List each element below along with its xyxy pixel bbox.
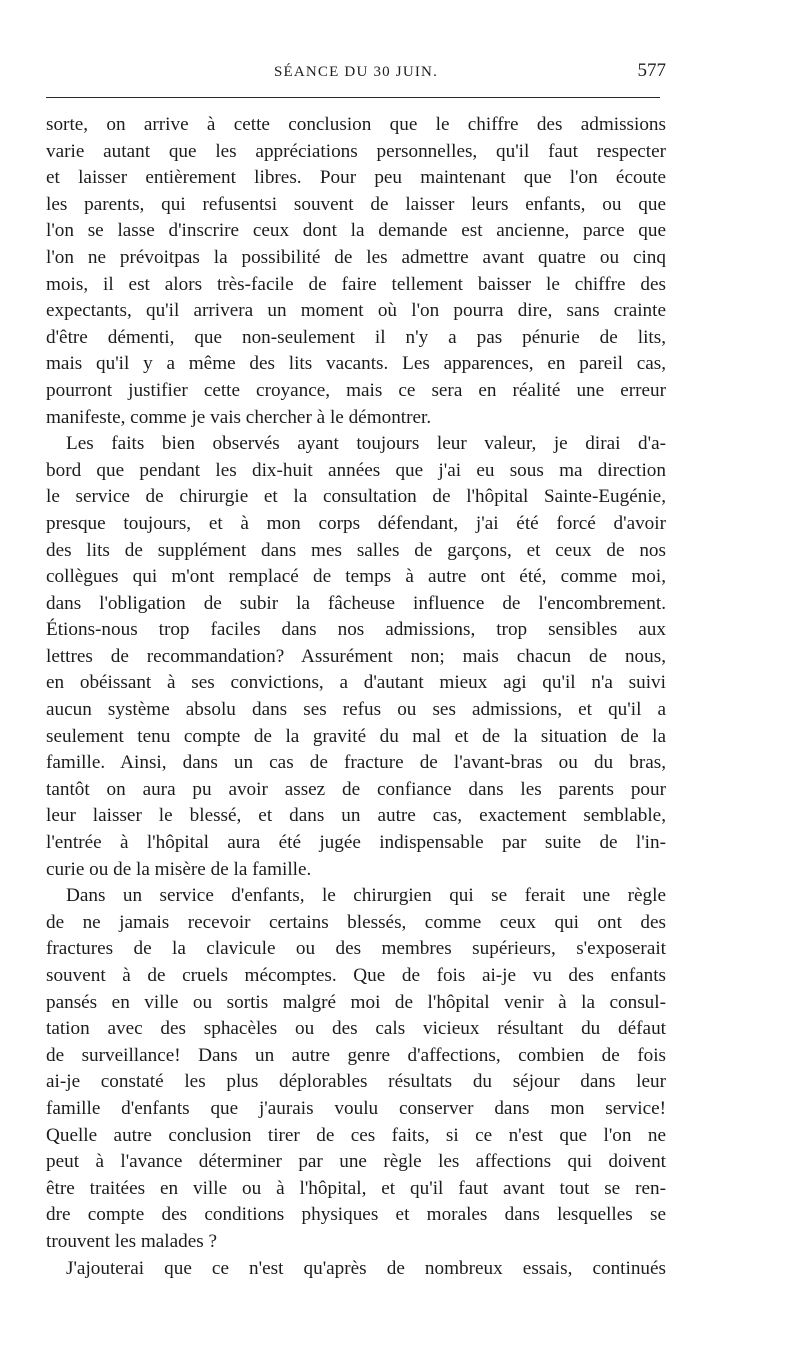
text-line: mois, il est alors très-facile de faire tellement baisser le chiffre des [46,273,666,295]
text-line: Étions-nous trop faciles dans nos admissions, trop sensibles aux [46,619,666,641]
running-title: SÉANCE DU 30 JUIN. [273,64,439,80]
text-line: Quelle autre conclusion tirer de ces faits, si ce n'est que l'on ne [46,1124,666,1146]
text-line: pansés en ville ou sortis malgré moi de l'hôpital venir à la consul- [46,991,666,1013]
text-line: les parents, qui refusentsi souvent de laisser leurs enfants, ou que [46,193,666,215]
text-line: Les faits bien observés ayant toujours leur valeur, je dirai d'a- [66,433,666,455]
text-line: tation avec des sphacèles ou des cals vicieux résultant du défaut [46,1018,666,1040]
text-line: lettres de recommandation? Assurément non; mais chacun de nous, [46,645,666,667]
text-line: famille. Ainsi, dans un cas de fracture de l'avant-bras ou du bras, [46,752,666,774]
text-line: bord que pendant les dix-huit années que j'ai eu sous ma direction [46,459,666,481]
text-line: de surveillance! Dans un autre genre d'affections, combien de fois [46,1044,666,1066]
text-line: presque toujours, et à mon corps défendant, j'ai été forcé d'avoir [46,512,666,534]
text-line: de ne jamais recevoir certains blessés, comme ceux qui ont des [46,911,666,933]
text-line: sorte, on arrive à cette conclusion que le chiffre des admissions [46,114,666,135]
text-line: Dans un service d'enfants, le chirurgien qui se ferait une règle [66,885,666,907]
text-line: leur laisser le blessé, et dans un autre cas, exactement semblable, [46,805,666,827]
paragraph [46,1256,666,1283]
text-line: manifeste, comme je vais chercher à le démontrer. [46,406,432,428]
text-line: souvent à de cruels mécomptes. Que de fois ai-je vu des enfants [46,965,666,986]
text-line: d'être démenti, que non-seulement il n'y a pas pénurie de lits, [46,326,666,348]
text-line: collègues qui m'ont remplacé de temps à autre ont été, comme moi, [46,566,666,588]
text-line: l'entrée à l'hôpital aura été jugée indispensable par suite de l'in- [46,832,666,854]
text-line: trouvent les malades ? [46,1230,218,1252]
text-line: en obéissant à ses convictions, a d'autant mieux agi qu'il n'a suivi [46,672,666,694]
text-line: peut à l'avance déterminer par une règle les affections qui doivent [46,1151,666,1173]
paragraph [46,112,666,431]
paragraph [46,883,666,1255]
text-line: dre compte des conditions physiques et morales dans lesquelles se [46,1204,666,1226]
running-head [46,58,666,88]
text-line: dans l'obligation de subir la fâcheuse influence de l'encombrement. [46,592,666,614]
text-line: varie autant que les appréciations personnelles, qu'il faut respecter [46,140,666,162]
text-line: des lits de supplément dans mes salles de garçons, et ceux de nos [46,539,666,561]
paragraph [46,431,666,883]
text-line: seulement tenu compte de la gravité du mal et de la situation de la [46,725,666,747]
text-line: ai-je constaté les plus déplorables résultats du séjour dans leur [46,1071,666,1093]
body-text [46,112,666,1282]
text-line: tantôt on aura pu avoir assez de confiance dans les parents pour [46,778,666,800]
text-line: J'ajouterai que ce n'est qu'après de nombreux essais, continués [66,1257,666,1279]
text-line: curie ou de la misère de la famille. [46,858,312,880]
text-line: l'on ne prévoitpas la possibilité de les admettre avant quatre ou cinq [46,246,666,268]
page-number: 577 [637,60,666,81]
text-line: aucun système absolu dans ses refus ou ses admissions, et qu'il a [46,699,666,721]
text-line: expectants, qu'il arrivera un moment où l'on pourra dire, sans crainte [46,300,666,322]
text-line: mais qu'il y a même des lits vacants. Les apparences, en pareil cas, [46,353,666,375]
text-line: être traitées en ville ou à l'hôpital, et qu'il faut avant tout se ren- [46,1177,666,1199]
text-line: pourront justifier cette croyance, mais ce sera en réalité une erreur [46,379,666,401]
text-line: le service de chirurgie et la consultation de l'hôpital Sainte-Eugénie, [46,486,666,508]
text-line: famille d'enfants que j'aurais voulu conserver dans mon service! [46,1097,666,1119]
text-line: et laisser entièrement libres. Pour peu maintenant que l'on écoute [46,167,666,189]
text-line: l'on se lasse d'inscrire ceux dont la demande est ancienne, parce que [46,220,666,242]
text-line: fractures de la clavicule ou des membres supérieurs, s'exposerait [46,938,666,960]
header-rule [46,97,660,98]
